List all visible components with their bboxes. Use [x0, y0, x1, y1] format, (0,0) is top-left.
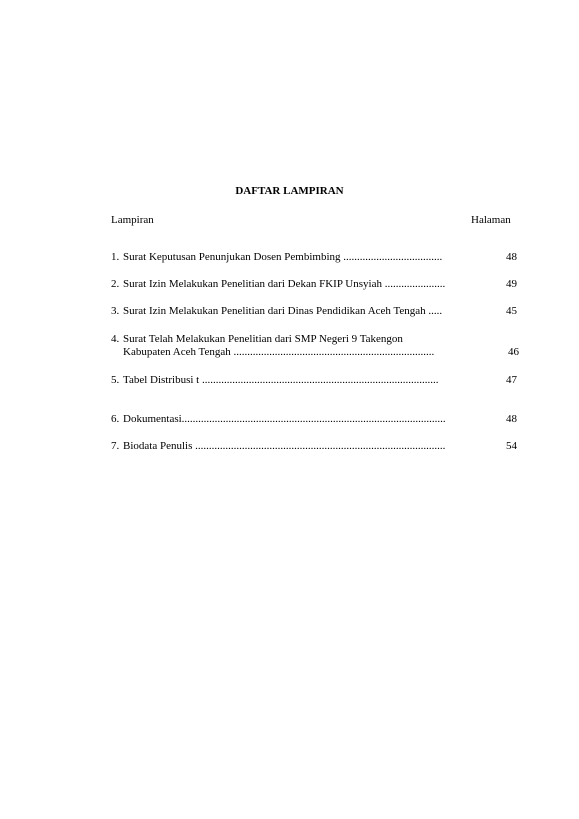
column-header-halaman: Halaman [471, 214, 511, 226]
column-header-lampiran: Lampiran [111, 214, 154, 226]
entry-number: 7. [111, 440, 120, 452]
entry-number: 1. [111, 251, 120, 263]
entry-page-number: 48 [506, 251, 517, 263]
list-item [111, 374, 438, 387]
list-item [111, 305, 442, 318]
entry-page-number: 47 [506, 374, 517, 386]
entry-page-number: 49 [506, 278, 517, 290]
list-item [111, 278, 445, 291]
entry-number: 3. [111, 305, 120, 317]
entry-text: Biodata Penulis ........................................................................................... [123, 440, 446, 452]
entry-page-number: 54 [506, 440, 517, 452]
entry-text: Surat Keputusan Penunjukan Dosen Pembimbing .................................... [123, 251, 443, 263]
entry-page-number: 48 [506, 413, 517, 425]
list-item [111, 413, 446, 426]
entry-text: Surat Izin Melakukan Penelitian dari Dekan FKIP Unsyiah ...................... [123, 278, 446, 290]
entry-number: 4. [111, 333, 120, 345]
entry-number: 2. [111, 278, 120, 290]
list-item [111, 251, 442, 264]
page-title: DAFTAR LAMPIRAN [235, 185, 344, 197]
entry-text: Tabel Distribusi t ...................................................................................... [123, 374, 439, 386]
entry-text-continuation: Kabupaten Aceh Tengah ......................................................................... [123, 346, 435, 358]
entry-page-number: 46 [508, 346, 519, 358]
entry-text: Surat Izin Melakukan Penelitian dari Dinas Pendidikan Aceh Tengah ..... [123, 305, 443, 317]
entry-number: 6. [111, 413, 120, 425]
entry-page-number: 45 [506, 305, 517, 317]
entry-number: 5. [111, 374, 120, 386]
entry-text: Surat Telah Melakukan Penelitian dari SMP Negeri 9 Takengon [123, 333, 403, 345]
list-item [111, 333, 434, 359]
list-item [111, 440, 445, 453]
entry-text: Dokumentasi................................................................................................ [123, 413, 446, 425]
